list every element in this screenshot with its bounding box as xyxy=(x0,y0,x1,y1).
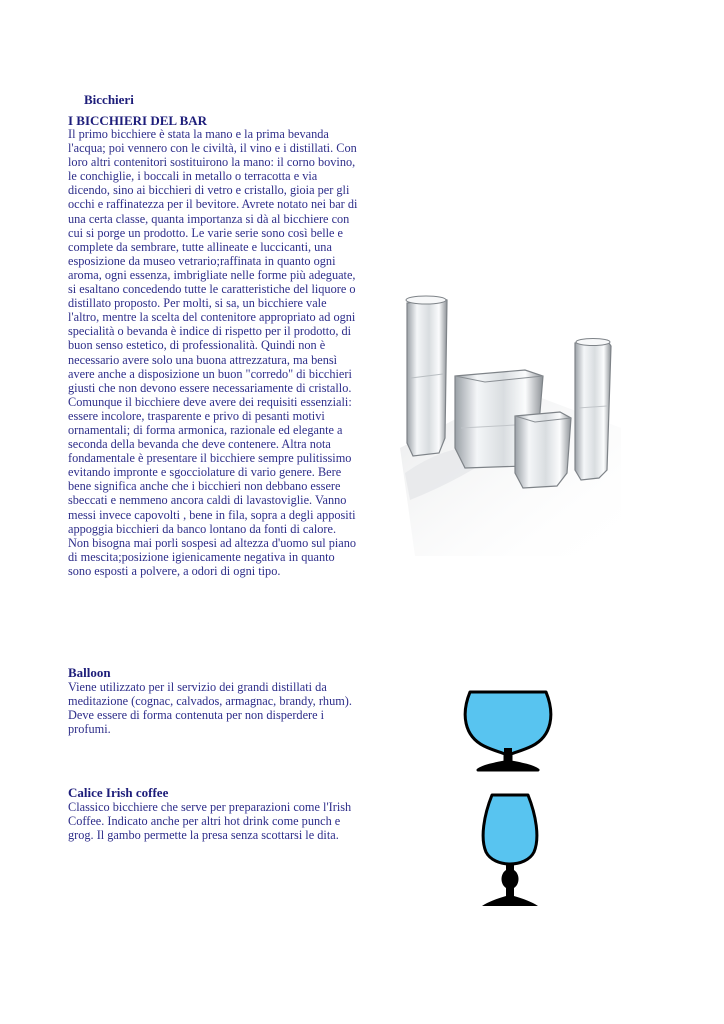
page-title: Bicchieri xyxy=(84,92,134,107)
section-title: I BICCHIERI DEL BAR xyxy=(68,113,208,128)
intro-paragraph: Il primo bicchiere è stata la mano e la prima bevanda l'acqua; poi vennero con le civiltà, il vino e i distillati. Con loro altri contenitori sostituirono la mano: il corno bovino, le conchiglie, i boccali in metallo o terracotta e via dicendo, sino ai bicchieri di vetro e cristallo, gioia per gli occhi e raffinatezza per il bevitore. Avrete notato nei bar di una certa classe, quanta importanza si dà al bicchiere con cui si porge un prodotto. Le varie serie sono così belle e complete da sembrare, tutte allineate e luccicanti, una esposizione da museo vetrario;raffinata in quanto ogni aroma, ogni essenza, imbrigliate nelle forme più adeguate, si esaltano concedendo tutte le caratteristiche del liquore o distillato proposto. Per molti, si sa, un bicchiere vale l'altro, mentre la scelta del contenitore appropriato ad ogni specialità o bevanda è indice di rispetto per il prodotto, di buon senso estetico, di professionalità. Quindi non è necessario avere solo una buona attrezzatura, ma bensì avere anche a disposizione un buon "corredo" di bicchieri giusti che non devono essere necessariamente di cristallo. Comunque il bicchiere deve avere dei requisiti essenziali: essere incolore, trasparente e privo di pesanti motivi ornamentali; di forma armonica, razionale ed elegante a seconda della bevanda che deve contenere. Altra nota fondamentale è presentare il bicchiere sempre pulitissimo evitando impronte e sgocciolature di vario genere. Bere bene significa anche che i bicchieri non debbano essere sbeccati e nemmeno ancora caldi di lavastoviglie. Vanno messi invece capovolti , bene in fila, sopra a degli appositi appoggia bicchieri da banco lontano da fonti di calore. Non bisogna mai porli sospesi ad altezza d'uomo sul piano di mescita;posizione igienicamente negativa in quanto sono esposti a polvere, a odori di ogni tipo. xyxy=(68,127,358,578)
glass-description-irish-coffee: Classico bicchiere che serve per preparazioni come l'Irish Coffee. Indicato anche per altri hot drink come punch e grog. Il gambo permette la presa senza scottarsi le dita. xyxy=(68,800,352,843)
glass-title-irish-coffee: Calice Irish coffee xyxy=(68,785,169,800)
glass-title-balloon: Balloon xyxy=(68,665,111,680)
glass-description-balloon: Viene utilizzato per il servizio dei grandi distillati da meditazione (cognac, calvados, armagnac, brandy, rhum). Deve essere di forma contenuta per non disperdere i profumi. xyxy=(68,680,352,737)
irish-coffee-glass-icon xyxy=(476,790,544,910)
glasses-photo xyxy=(395,238,621,556)
balloon-glass-icon xyxy=(460,684,556,774)
